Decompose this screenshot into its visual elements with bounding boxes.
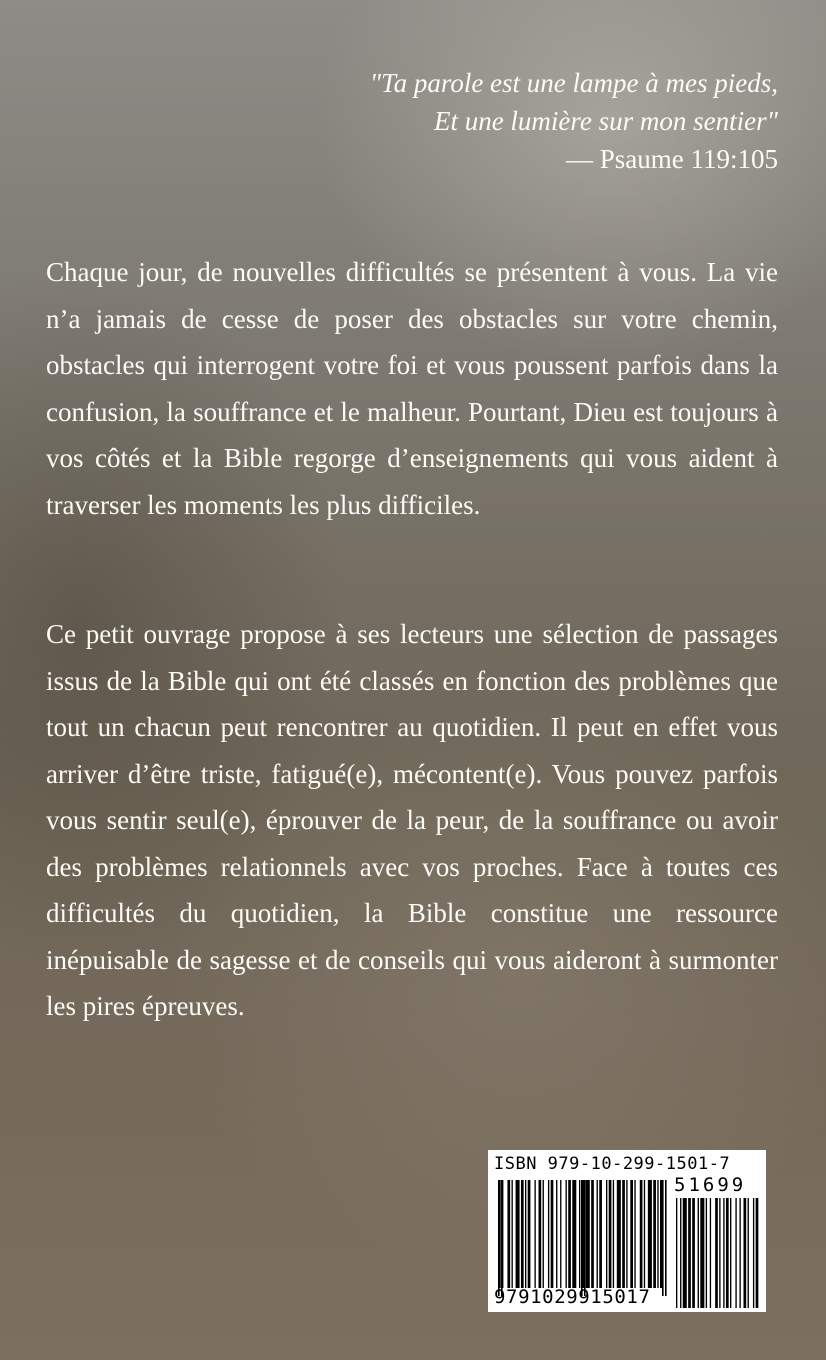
- barcode-bar: [586, 1180, 590, 1288]
- barcode-bar: [551, 1180, 554, 1288]
- barcode-bar: [644, 1180, 645, 1288]
- barcode-bar: [748, 1198, 749, 1308]
- barcode-bar: [735, 1198, 736, 1308]
- barcode-bar: [640, 1180, 643, 1288]
- barcode-bar: [688, 1198, 691, 1308]
- barcode-bar: [698, 1198, 699, 1308]
- barcode-ean-digits: 9791029915017: [494, 1286, 651, 1308]
- barcode-bar: [715, 1198, 718, 1308]
- barcode-bar: [719, 1198, 720, 1308]
- barcode-bar: [680, 1198, 681, 1308]
- barcode-bar: [566, 1180, 567, 1288]
- body-paragraph-1: Chaque jour, de nouvelles difficultés se présentent à vous. La vie n’a jamais de cesse de poser des obstacles sur votre chemin, obstacles qui interrogent votre foi et vous poussent parfois dans la confusion, la souffrance et le malheur. Pourtant, Dieu est toujours à vos côtés et la Bible regorge d’enseignements qui vous aident à traverser les moments les plus difficiles.: [46, 257, 778, 520]
- epigraph-line-2: Et une lumière sur mon sentier": [433, 106, 778, 136]
- barcode-bar: [591, 1180, 594, 1288]
- barcode-bar: [548, 1180, 549, 1288]
- barcode-bar: [626, 1180, 627, 1288]
- barcode-bar: [581, 1180, 583, 1296]
- barcode-bar: [512, 1180, 513, 1288]
- body-paragraph-2: Ce petit ouvrage propose à ses lecteurs une sélection de passages issus de la Bible qui ont été classés en fonction des problèmes que tout un chacun peut rencontrer au quotidien. Il peut en effet vous arriver d’être triste, fatigué(e), mécontent(e). Vous pouvez parfois vous sentir seul(e), éprouver de la peur, de la souffrance ou avoir des problèmes relationnels avec vos proches. Face à toutes ces difficultés du quotidien, la Bible constitue une ressource inépuisable de sagesse et de conseils qui vous aideront à surmonter les pires épreuves.: [46, 619, 778, 1021]
- barcode-bar: [613, 1180, 614, 1288]
- barcode-bar: [521, 1180, 524, 1288]
- barcode-bar: [609, 1180, 612, 1288]
- barcode-bar: [599, 1180, 602, 1288]
- barcode-bar: [730, 1198, 731, 1308]
- barcode-bar: [676, 1198, 677, 1308]
- barcode-bar: [534, 1180, 535, 1288]
- barcode-bar: [683, 1198, 687, 1308]
- epigraph: [178, 64, 778, 178]
- barcode-bar: [665, 1180, 667, 1296]
- barcode-bar: [700, 1198, 704, 1308]
- barcode-bar: [528, 1180, 531, 1288]
- barcode-bar: [692, 1198, 695, 1308]
- barcode-bar: [572, 1180, 576, 1288]
- barcode-bar: [560, 1180, 561, 1288]
- barcode-bar: [501, 1180, 503, 1296]
- isbn-barcode: [488, 1150, 766, 1312]
- barcode-bar: [516, 1180, 520, 1288]
- barcode-bar: [662, 1180, 664, 1296]
- barcode-bar: [756, 1198, 759, 1308]
- barcode-bar: [723, 1198, 724, 1308]
- barcode-addon-digits: 51699: [674, 1174, 747, 1196]
- barcode-bar: [739, 1198, 740, 1308]
- barcode-bar: [507, 1180, 510, 1288]
- barcode-bar: [710, 1198, 711, 1308]
- barcode-bar: [525, 1180, 526, 1288]
- epigraph-attribution: — Psaume 119:105: [566, 144, 778, 174]
- barcode-bar: [617, 1180, 621, 1288]
- barcode-bar: [726, 1198, 729, 1308]
- epigraph-line-1: "Ta parole est une lampe à mes pieds,: [369, 68, 778, 98]
- barcode-bar: [744, 1198, 747, 1308]
- barcode-bar: [653, 1180, 656, 1288]
- barcode-bar: [597, 1180, 598, 1288]
- barcode-bar: [706, 1198, 707, 1308]
- barcode-bar: [753, 1198, 754, 1308]
- isbn-label: ISBN 979-10-299-1501-7: [494, 1154, 731, 1174]
- barcode-bar: [498, 1180, 500, 1296]
- barcode-bar: [630, 1180, 633, 1288]
- barcode-bar: [539, 1180, 542, 1288]
- barcode-bar: [648, 1180, 652, 1288]
- barcode-bar: [543, 1180, 544, 1288]
- barcode-bar: [568, 1180, 571, 1288]
- barcode-bar: [606, 1180, 607, 1288]
- barcode-bar: [556, 1180, 557, 1288]
- barcode-bar: [579, 1180, 580, 1288]
- barcode-bar: [634, 1180, 635, 1288]
- barcode-bar: [657, 1180, 658, 1288]
- barcode-bar: [622, 1180, 625, 1288]
- barcode-bar: [584, 1180, 586, 1296]
